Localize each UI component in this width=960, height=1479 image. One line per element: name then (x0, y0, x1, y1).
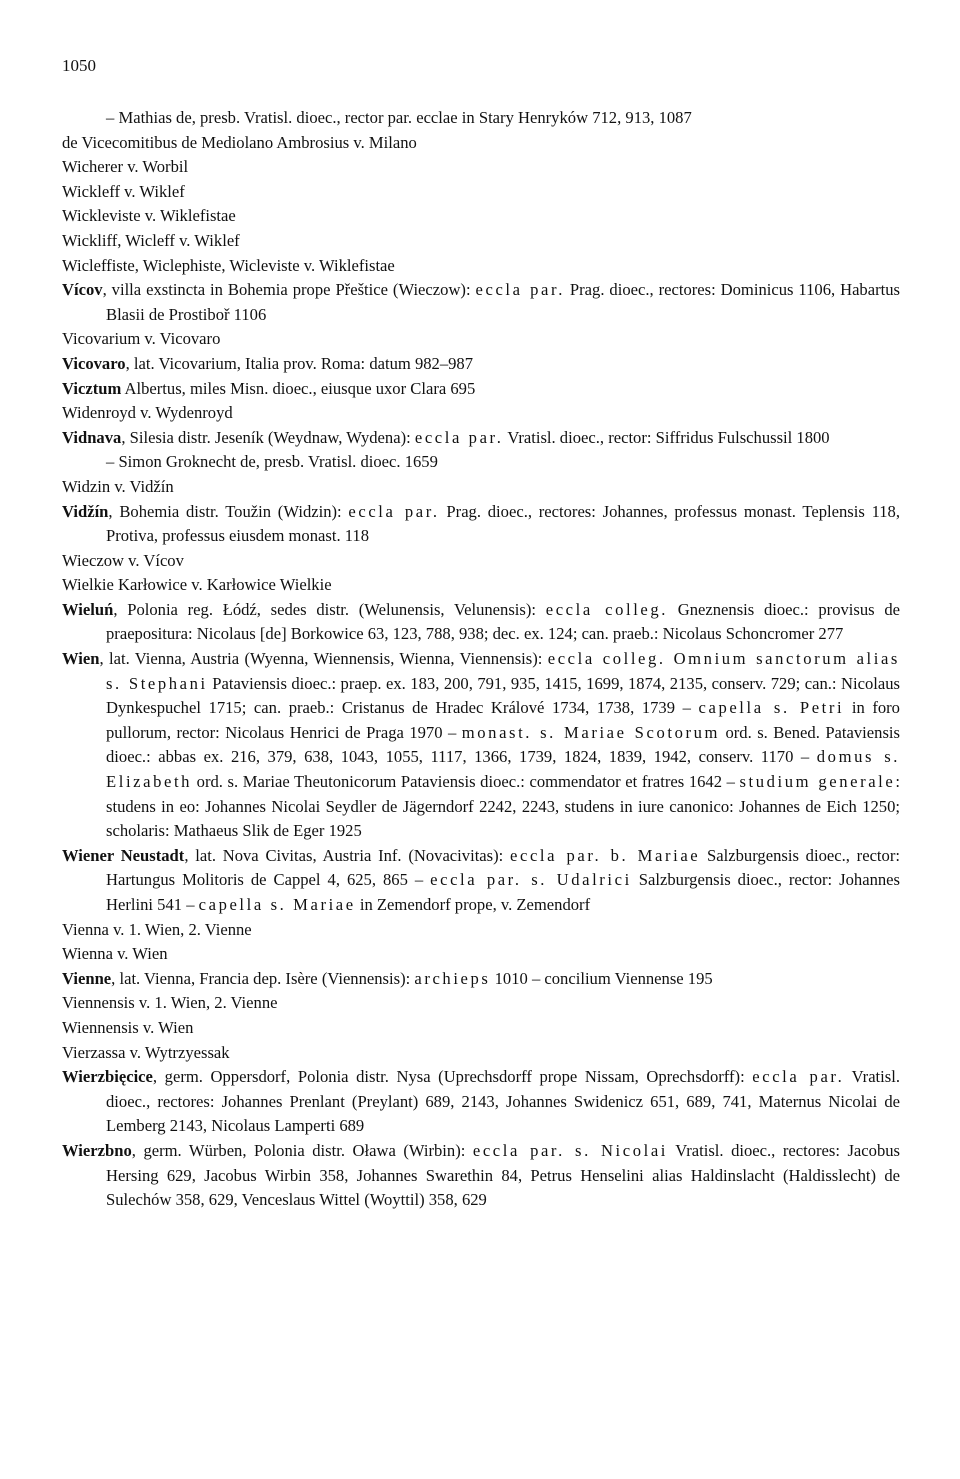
entry-headword: Vienne (62, 968, 112, 988)
entry-headword: Wieluń (62, 599, 114, 619)
spaced-term: capella s. Mariae (198, 895, 356, 914)
entry-text: Vratisl. dioec., rectores: Johannes Prenlant (Preylant) 689, 2143, Johannes Swidenicz 651, 689, 741, Maternus Nicolai de Lemberg 2143, Nicolaus Lamperti 689 (106, 1067, 900, 1136)
entry-text: , lat. Vicovarium, Italia prov. Roma: datum 982–987 (125, 353, 474, 373)
entry-text: , Polonia reg. Łódź, sedes distr. (Welunensis, Velunensis): (113, 599, 546, 619)
entry-text: Wieczow v. Vícov (62, 550, 184, 570)
entry-text: Vratisl. dioec., rector: Siffridus Fulschussil 1800 (503, 427, 830, 447)
entry-text: ord. s. Mariae Theutonicorum Pataviensis dioec.: commendator et fratres 1642 – (192, 772, 740, 792)
index-entry (62, 450, 900, 475)
entry-text: Pataviensis dioec.: praep. ex. 183, 200, 791, 935, 1415, 1699, 1874, 2135, conserv. 729; can.: Nicolaus Dynkespuchel 1715; can. praeb.: Cristanus de Hradec Králové 1734, 1738, 1739 – (106, 673, 900, 718)
index-entry (62, 401, 900, 426)
page-number: 1050 (62, 56, 96, 75)
entry-text: 1010 – concilium Viennense 195 (490, 968, 713, 988)
spaced-term: eccla colleg. Omnium sanctorum alias s. Stephani (106, 649, 900, 693)
entry-text: Prag. dioec., rectores: Johannes, professus monast. Teplensis 118, Protiva, professus eiusdem monast. 118 (106, 501, 900, 546)
spaced-term: eccla par. (414, 427, 504, 447)
index-entry (62, 327, 900, 352)
spaced-term: eccla par. s. Udalrici (430, 870, 632, 890)
index-entry (62, 549, 900, 574)
entry-text: , germ. Würben, Polonia distr. Oława (Wirbin): (131, 1140, 473, 1160)
entry-text: Gneznensis dioec.: provisus de praepositura: Nicolaus [de] Borkowice 63, 123, 788, 938; dec. ex. 124; can. praeb.: Nicolaus Schoncromer 277 (106, 599, 901, 644)
index-entry (62, 475, 900, 500)
index-entry (62, 1016, 900, 1041)
index-entry (62, 155, 900, 180)
spaced-term: eccla colleg. (545, 599, 669, 619)
entry-text: Wicherer v. Worbil (62, 157, 189, 177)
entry-text: – Simon Groknecht de, presb. Vratisl. dioec. 1659 (106, 452, 438, 472)
index-entry (62, 229, 900, 254)
index-entry (62, 844, 900, 918)
index-entry (62, 180, 900, 205)
entry-text: , villa exstincta in Bohemia prope Přeštice (Wieczow): (102, 280, 476, 300)
entry-text: , lat. Vienna, Austria (Wyenna, Wiennensis, Wienna, Viennensis): (99, 649, 548, 669)
entry-text: , lat. Vienna, Francia dep. Isère (Viennensis): (111, 968, 415, 988)
spaced-term: studium generale (739, 772, 896, 792)
entry-text: in Zemendorf prope, v. Zemendorf (355, 895, 591, 914)
dictionary-page (62, 54, 900, 1213)
entry-text: Salzburgensis dioec., rector: Johannes Herlini 541 – (106, 870, 900, 914)
entry-text: Wicleffiste, Wiclephiste, Wicleviste v. Wiklefistae (62, 255, 395, 275)
entry-headword: Wierzbno (62, 1140, 132, 1160)
entry-text: Wickliff, Wicleff v. Wiklef (62, 230, 240, 250)
index-entry (62, 647, 900, 844)
entry-text: in foro pullorum, rector: Nicolaus Henrici de Praga 1970 – (106, 698, 900, 742)
index-entry (62, 598, 900, 647)
index-entry (62, 500, 900, 549)
spaced-term: eccla par. (475, 280, 565, 300)
entry-text: Vicovarium v. Vicovaro (62, 329, 221, 349)
spaced-term: domus s. Elizabeth (106, 747, 900, 792)
entry-list (62, 106, 900, 1213)
entry-text: Widzin v. Vidžín (62, 476, 174, 496)
index-entry (62, 1139, 900, 1213)
index-entry (62, 1065, 900, 1139)
index-entry (62, 991, 900, 1016)
entry-headword: Vidnava (62, 427, 122, 447)
spaced-term: archieps (414, 968, 491, 988)
index-entry (62, 942, 900, 967)
entry-text: Wickleff v. Wiklef (62, 181, 185, 201)
entry-text: Viennensis v. 1. Wien, 2. Vienne (62, 993, 278, 1013)
entry-text: : studens in eo: Johannes Nicolai Seydler de Jägerndorf 2242, 2243, studens in iure canonico: Johannes de Eich 1250; scholaris: Mathaeus Slik de Eger 1925 (106, 772, 900, 841)
entry-text: Prag. dioec., rectores: Dominicus 1106, Habartus Blasii de Prostiboř 1106 (106, 280, 900, 324)
index-entry (62, 131, 900, 156)
entry-text: Wienna v. Wien (62, 944, 168, 964)
entry-text: ord. s. Bened. Pataviensis dioec.: abbas ex. 216, 379, 638, 1043, 1055, 1117, 1366, 1739, 1824, 1839, 1942, conserv. 1170 – (106, 722, 900, 767)
entry-text: Vierzassa v. Wytrzyessak (62, 1042, 230, 1062)
spaced-term: eccla par. (348, 501, 440, 521)
spaced-term: eccla par. s. Nicolai (472, 1140, 668, 1160)
index-entry (62, 254, 900, 279)
index-entry (62, 1041, 900, 1066)
index-entry (62, 573, 900, 598)
entry-text: Wielkie Karłowice v. Karłowice Wielkie (62, 575, 332, 595)
index-entry (62, 204, 900, 229)
entry-headword: Vicovaro (62, 353, 126, 373)
entry-text: Wickleviste v. Wiklefistae (62, 206, 236, 226)
spaced-term: monast. s. Mariae Scotorum (461, 722, 720, 742)
entry-text: Albertus, miles Misn. dioec., eiusque uxor Clara 695 (121, 378, 476, 398)
entry-text: , Bohemia distr. Toužin (Widzin): (108, 501, 349, 521)
entry-text: Wiennensis v. Wien (62, 1017, 194, 1037)
entry-text: , germ. Oppersdorf, Polonia distr. Nysa (Uprechsdorff prope Nissam, Oprechsdorff): (152, 1067, 753, 1087)
entry-headword: Vidžín (62, 501, 109, 521)
spaced-term: eccla par. b. Mariae (510, 845, 701, 865)
index-entry (62, 918, 900, 943)
index-entry (62, 967, 900, 992)
spaced-term: capella s. Petri (698, 698, 845, 718)
index-entry (62, 106, 900, 131)
entry-headword: Vicztum (62, 378, 122, 398)
entry-text: Salzburgensis dioec., rector: Hartungus Molitoris de Cappel 4, 625, 865 – (106, 845, 900, 890)
index-entry (62, 278, 900, 327)
entry-headword: Wien (62, 649, 100, 669)
entry-headword: Wierzbięcice (62, 1067, 153, 1087)
entry-text: , lat. Nova Civitas, Austria Inf. (Novacivitas): (184, 845, 511, 865)
entry-headword: Vícov (62, 280, 103, 300)
entry-text: , Silesia distr. Jeseník (Weydnaw, Wydena): (121, 427, 415, 447)
entry-text: de Vicecomitibus de Mediolano Ambrosius v. Milano (62, 132, 417, 152)
entry-text: Widenroyd v. Wydenroyd (62, 403, 233, 423)
entry-headword: Wiener Neustadt (62, 845, 185, 865)
index-entry (62, 426, 900, 451)
entry-text: Vratisl. dioec., rectores: Jacobus Hersing 629, Jacobus Wirbin 358, Johannes Swarethin 84, Petrus Henselini alias Haldinslacht (Haldisslecht) de Sulechów 358, 629, Venceslaus Wittel (Woyttil) 358, 629 (106, 1140, 901, 1210)
entry-text: – Mathias de, presb. Vratisl. dioec., rector par. ecclae in Stary Henryków 712, 913, 1087 (106, 108, 692, 127)
index-entry (62, 352, 900, 377)
spaced-term: eccla par. (752, 1067, 845, 1087)
index-entry (62, 377, 900, 402)
entry-text: Vienna v. 1. Wien, 2. Vienne (62, 919, 252, 939)
